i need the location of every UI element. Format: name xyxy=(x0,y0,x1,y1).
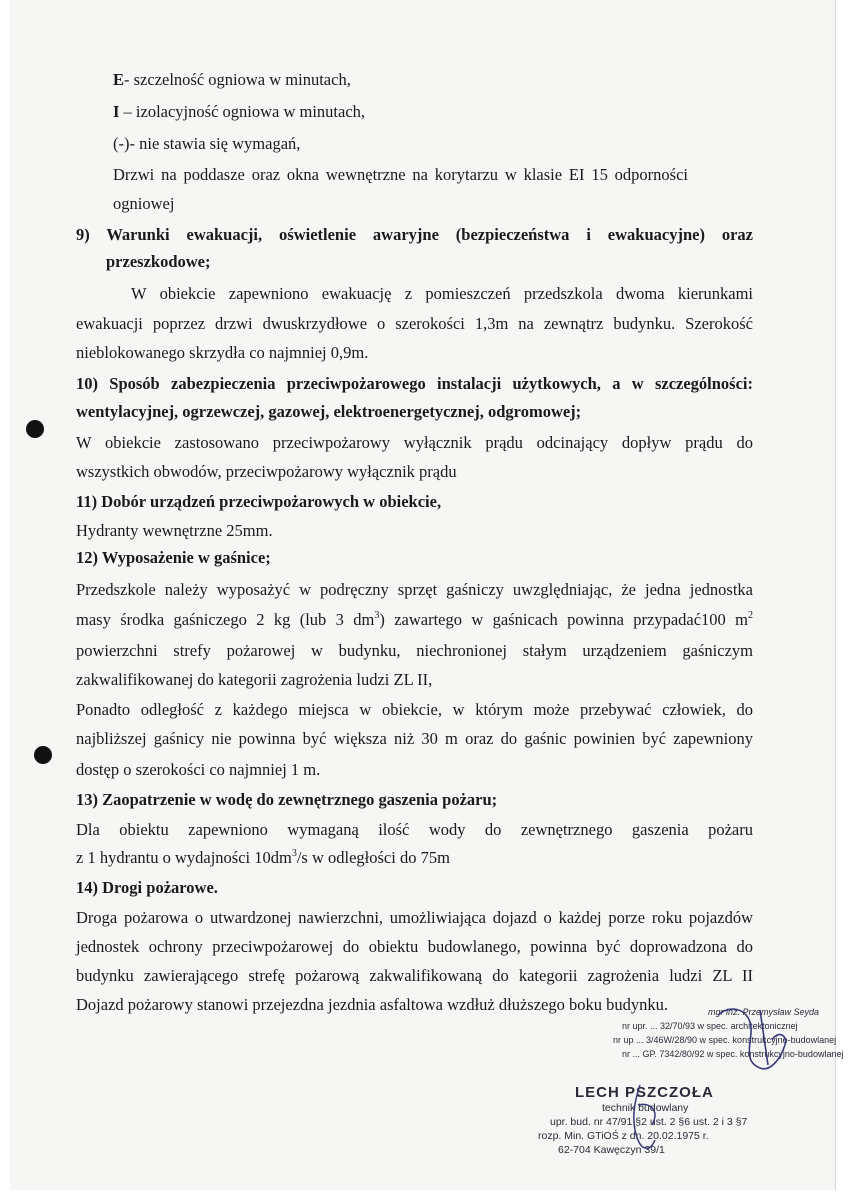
doors-text: Drzwi na poddasze oraz okna wewnętrzne na korytarzu w klasie EI 15 odporności xyxy=(113,165,688,184)
signature-technician xyxy=(610,1080,680,1160)
section-10-p2: wszystkich obwodów, przeciwpożarowy wyłącznik prądu xyxy=(76,462,457,481)
stamp-technician-line-3: upr. bud. nr 47/91 §2 ust. 2 §6 ust. 2 i 3 §7 xyxy=(550,1116,748,1128)
section-9-p3: nieblokowanego skrzydła co najmniej 0,9m. xyxy=(76,343,369,362)
signature-engineer xyxy=(710,1000,800,1075)
legend-e-text: - szczelność ogniowa w minutach, xyxy=(124,70,351,89)
legend-dash: (-)- nie stawia się wymagań, xyxy=(113,134,301,153)
section-9-p2: ewakuacji poprzez drzwi dwuskrzydłowe o szerokości 1,3m na zewnątrz budynku. Szerokość xyxy=(76,314,753,333)
section-12-p2-sup: 3 xyxy=(374,610,380,621)
section-12-p6: najbliższej gaśnicy nie powinna być większa niż 30 m oraz do gaśnic powinien być zapewniony xyxy=(76,729,753,748)
stamp-engineer-line-4: nr ... GP. 7342/80/92 w spec. konstrukcyjno-budowlanej xyxy=(622,1049,844,1059)
section-14-p3: budynku zawierającego strefę pożarową zakwalifikowaną do kategorii zagrożenia ludzi ZL II xyxy=(76,966,753,985)
stamp-technician-title: technik budowlany xyxy=(602,1102,689,1114)
section-12-p2-sup2: 2 xyxy=(748,610,754,621)
section-10-title-2: wentylacyjnej, ogrzewczej, gazowej, elektroenergetycznej, odgromowej; xyxy=(76,402,582,421)
document-page xyxy=(10,0,844,1190)
section-13-p2-sup: 3 xyxy=(291,848,297,859)
section-13-p2 xyxy=(76,848,450,868)
stamp-technician-line-5: 62-704 Kawęczyn 39/1 xyxy=(558,1144,665,1156)
stamp-engineer-line-3: nr up ... 3/46W/28/90 w spec. konstrukcyjno-budowlanej xyxy=(613,1035,837,1045)
section-9-title: 9) Warunki ewakuacji, oświetlenie awaryjne (bezpieczeństwa i ewakuacyjne) oraz xyxy=(76,225,753,244)
punch-hole-bottom xyxy=(34,746,52,764)
legend-i xyxy=(113,102,365,122)
section-9-title-2: przeszkodowe; xyxy=(106,252,211,271)
stamp-technician-name: LECH PSZCZOŁA xyxy=(575,1084,714,1101)
section-13-title: 13) Zaopatrzenie w wodę do zewnętrznego gaszenia pożaru; xyxy=(76,790,498,809)
section-12-p4: zakwalifikowanej do kategorii zagrożenia ludzi ZL II, xyxy=(76,670,433,689)
legend-i-symbol: I xyxy=(113,102,120,121)
punch-hole-top xyxy=(26,420,44,438)
doors-text-2: ogniowej xyxy=(113,194,175,213)
section-13-p2-a: z 1 hydrantu o wydajności 10dm xyxy=(76,848,292,867)
section-12-p5: Ponadto odległość z każdego miejsca w obiekcie, w którym może przebywać człowiek, do xyxy=(76,700,753,719)
section-13-p1: Dla obiektu zapewniono wymaganą ilość wody do zewnętrznego gaszenia pożaru xyxy=(76,820,753,839)
section-14-p2: jednostek ochrony przeciwpożarowej do obiektu budowlanego, powinna być doprowadzona do xyxy=(76,937,753,956)
section-12-title: 12) Wyposażenie w gaśnice; xyxy=(76,548,271,567)
legend-e-symbol: E xyxy=(113,70,125,89)
section-10-p1: W obiekcie zastosowano przeciwpożarowy wyłącznik prądu odcinający dopływ prądu do xyxy=(76,433,753,452)
legend-i-text: – izolacyjność ogniowa w minutach, xyxy=(119,102,366,121)
stamp-engineer-name: mgr inż. Przemysław Seyda xyxy=(708,1007,820,1017)
section-14-p4: Dojazd pożarowy stanowi przejezdna jezdnia asfaltowa wzdłuż dłuższego boku budynku. xyxy=(76,995,668,1014)
stamp-engineer-line-2: nr upr. ... 32/70/93 w spec. architektonicznej xyxy=(622,1021,798,1031)
stamp-technician-line-4: rozp. Min. GTiOŚ z dn. 20.02.1975 r. xyxy=(538,1130,709,1142)
section-14-p1: Droga pożarowa o utwardzonej nawierzchni, umożliwiająca dojazd o każdej porze roku pojazdów xyxy=(76,908,753,927)
legend-e xyxy=(113,70,351,90)
section-14-title: 14) Drogi pożarowe. xyxy=(76,878,218,897)
section-12-p2-a: masy środka gaśniczego 2 kg (lub 3 dm xyxy=(76,610,375,629)
section-10-title: 10) Sposób zabezpieczenia przeciwpożarowego instalacji użytkowych, a w szczególności: xyxy=(76,374,753,393)
section-12-p2 xyxy=(76,610,753,630)
section-12-p3: powierzchni strefy pożarowej w budynku, niechronionej stałym urządzeniem gaśniczym xyxy=(76,641,753,660)
section-13-p2-b: /s w odległości do 75m xyxy=(296,848,450,867)
section-12-p7: dostęp o szerokości co najmniej 1 m. xyxy=(76,760,321,779)
section-11-title: 11) Dobór urządzeń przeciwpożarowych w obiekcie, xyxy=(76,492,442,511)
section-9-p1: W obiekcie zapewniono ewakuację z pomieszczeń przedszkola dwoma kierunkami xyxy=(131,284,753,303)
section-11-p1: Hydranty wewnętrzne 25mm. xyxy=(76,521,273,540)
section-12-p1: Przedszkole należy wyposażyć w podręczny sprzęt gaśniczy uwzględniając, że jedna jednostka xyxy=(76,580,753,599)
section-12-p2-b: ) zawartego w gaśnicach powinna przypadać100 m xyxy=(379,610,749,629)
